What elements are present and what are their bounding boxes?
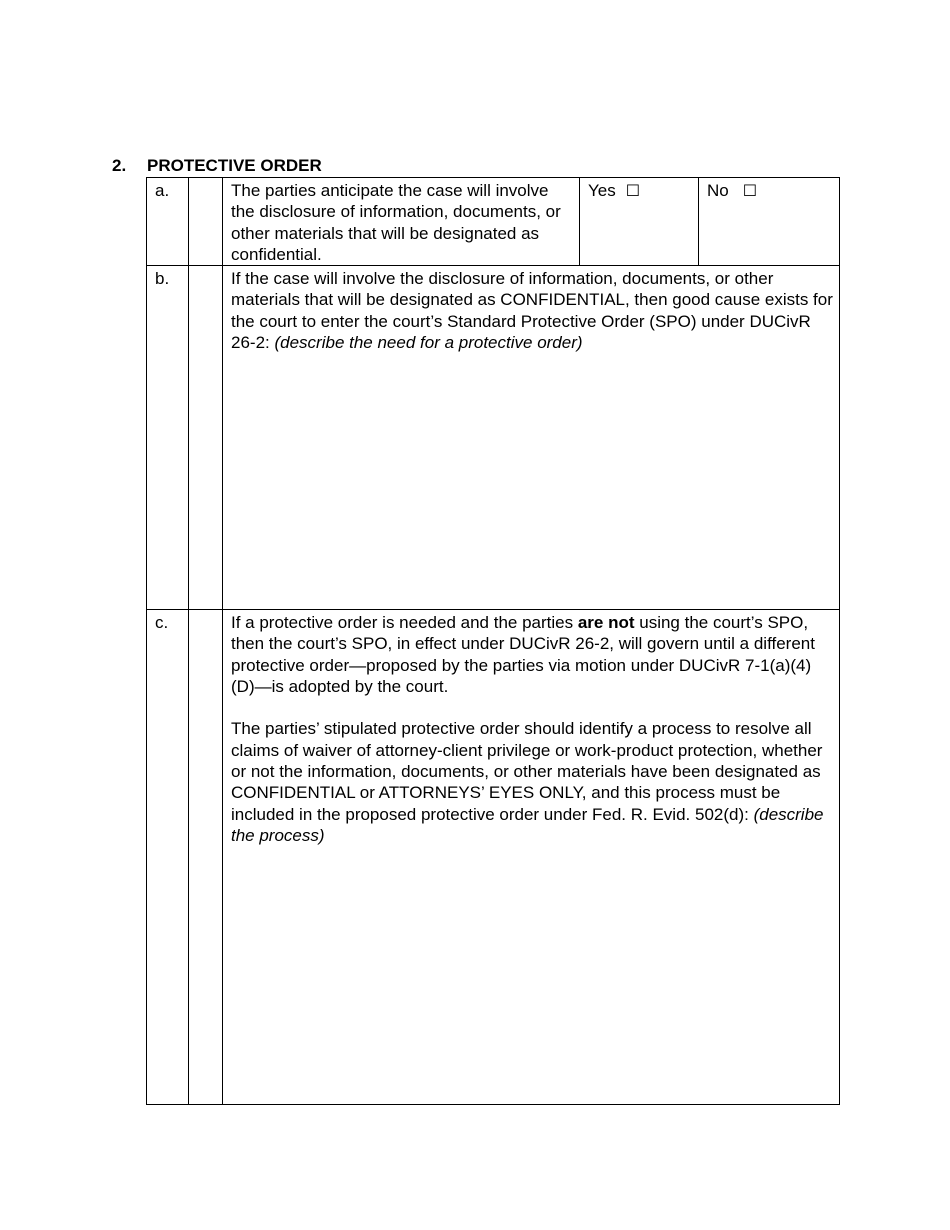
row-label-c: c. [147, 610, 189, 1105]
yes-label: Yes [588, 181, 616, 200]
yes-checkbox[interactable]: ☐ [625, 183, 641, 200]
row-c-para2-text: The parties’ stipulated protective order should identify a process to resolve all claims of waiver of attorney-client privilege or work-product protection, whether or not the information, documents, or other materials have been designated as CONFIDENTIAL or ATTORNEYS’ EYES ONLY, and this process must be included in the proposed protective order under Fed. R. Evid. 502(d): [231, 719, 823, 824]
no-option[interactable] [699, 178, 840, 266]
protective-order-table [146, 177, 840, 1105]
section-title: PROTECTIVE ORDER [147, 156, 322, 175]
row-prompt-b: (describe the need for a protective order) [274, 333, 583, 353]
table-row-a [147, 178, 840, 266]
no-label: No [707, 181, 729, 200]
section-heading [112, 156, 322, 176]
table-row-b [147, 266, 840, 610]
row-c-para1-text-after: using the court’s SPO, then the court’s SPO, in effect under DUCivR 26-2, will govern until a different protective order—proposed by the parties via motion under DUCivR 7-1(a)(4)(D)—is adopted by the court. [231, 613, 815, 697]
row-response-c[interactable] [223, 610, 840, 1105]
row-label-a: a. [147, 178, 189, 266]
row-c-paragraph-1 [231, 612, 833, 697]
row-text-b: If the case will involve the disclosure of information, documents, or other materials that will be designated as CONFIDENTIAL, then good cause exists for the court to enter the court’s Standard Protective Order (SPO) under DUCivR 26-2: [231, 269, 833, 353]
row-c-paragraph-2 [231, 718, 833, 846]
row-spacer-a [189, 178, 223, 266]
row-label-b: b. [147, 266, 189, 610]
section-number: 2. [112, 156, 127, 175]
no-checkbox[interactable]: ☐ [742, 183, 758, 200]
yes-option[interactable] [580, 178, 699, 266]
row-spacer-b [189, 266, 223, 610]
table-row-c [147, 610, 840, 1105]
row-spacer-c [189, 610, 223, 1105]
row-c-para1-text: If a protective order is needed and the parties [231, 613, 578, 633]
row-response-b[interactable] [223, 266, 840, 610]
row-prompt-c: (describe the process) [231, 804, 824, 845]
row-c-para1-bold: are not [577, 613, 635, 633]
row-text-a: The parties anticipate the case will involve the disclosure of information, documents, or other materials that will be designated as confidential. [223, 178, 580, 266]
